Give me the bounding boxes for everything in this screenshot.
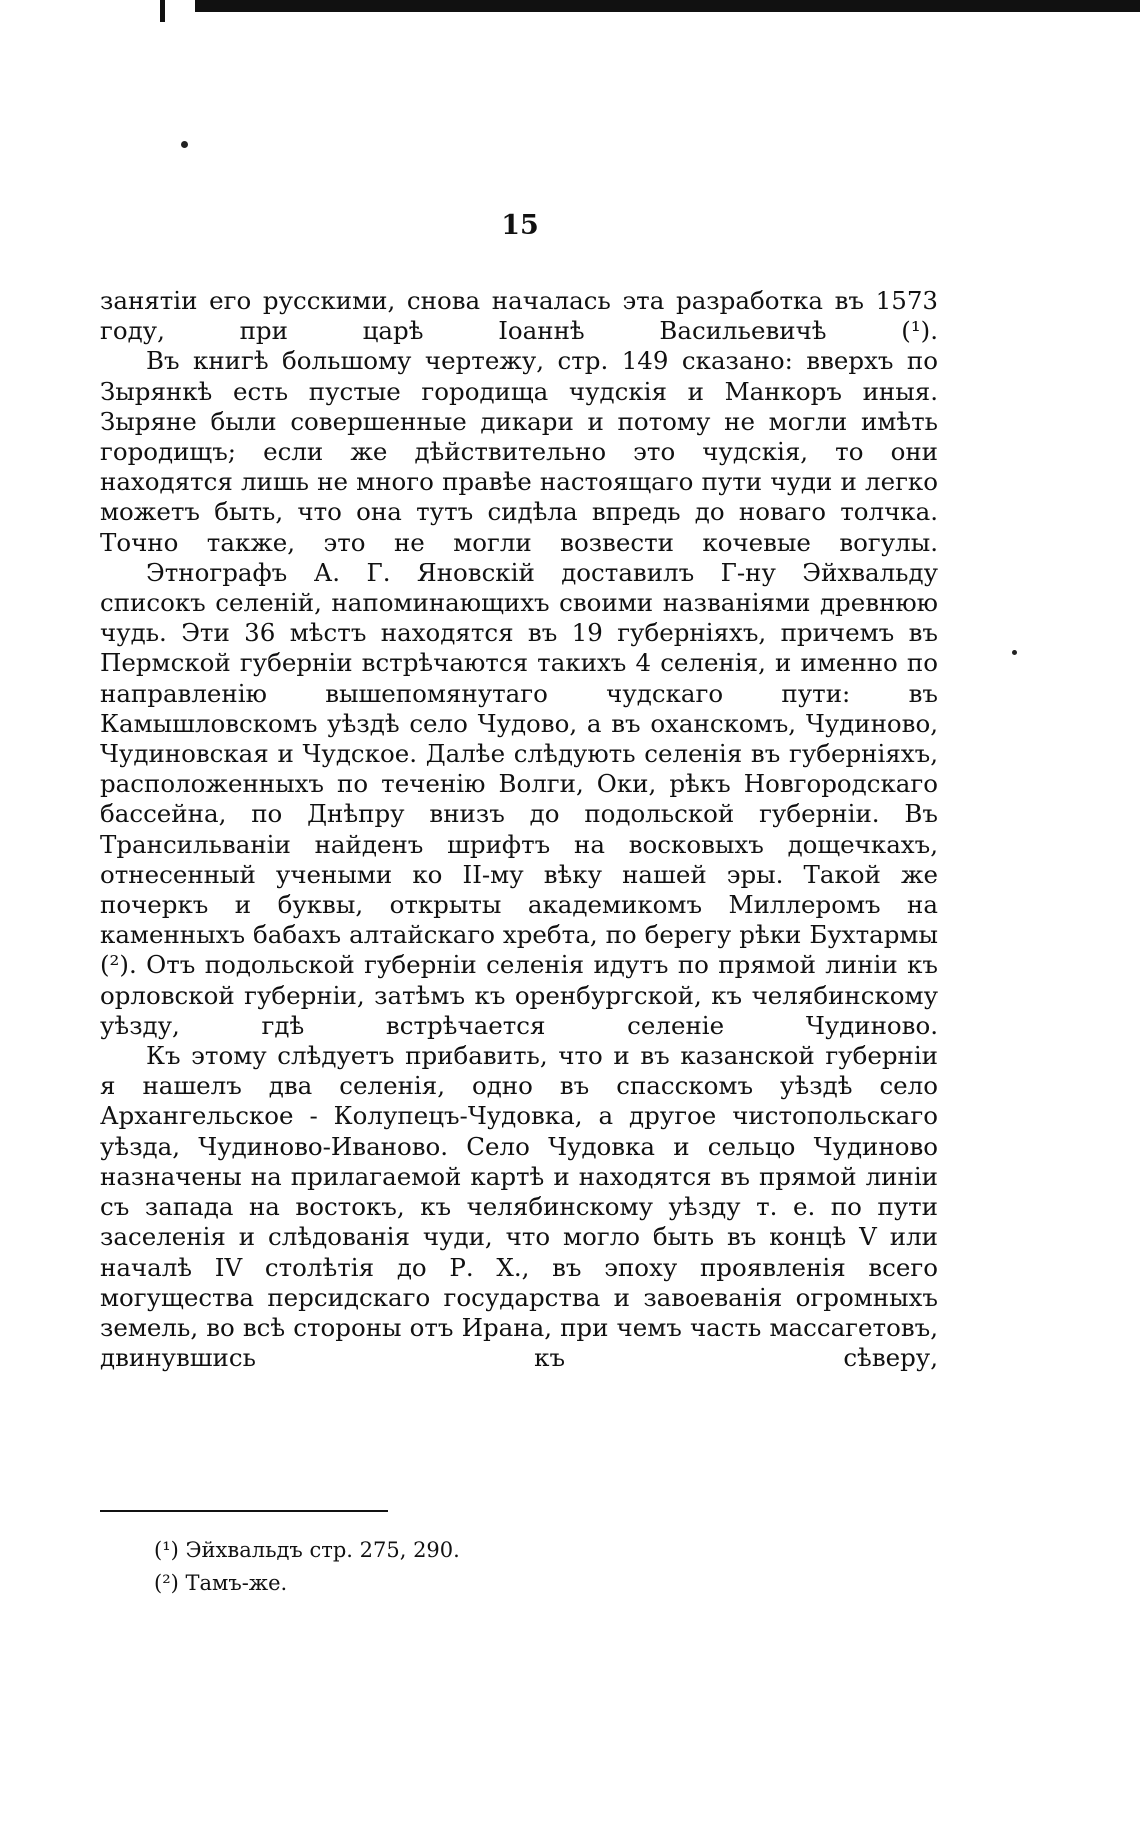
page-body [100,286,938,1373]
footnote: (²) Тамъ-же. [154,1571,288,1595]
scan-speck [1012,650,1017,655]
scan-edge-bar [195,0,1140,12]
footnotes [154,1534,754,1600]
paragraph: Въ книгѣ большому чертежу, стр. 149 сказано: вверхъ по Зырянкѣ есть пустые городища чудскія и Манкоръ иныя. Зыряне были совершенные дикари и потому не могли имѣть городищъ; если же дѣйствительно это чудскія, то они находятся лишь не много правѣе настоящаго пути чуди и легко можетъ быть, что она тутъ сидѣла впредь до новаго толчка. Точно также, это не могли возвести кочевые вогулы. [100,346,938,557]
paragraph: Къ этому слѣдуетъ прибавить, что и въ казанской губерніи я нашелъ два селенія, одно въ спасскомъ уѣздѣ село Архангельское - Колупецъ-Чудовка, а другое чистопольскаго уѣзда, Чудиново-Иваново. Село Чудовка и сельцо Чудиново назначены на прилагаемой картѣ и находятся въ прямой линіи съ запада на востокъ, къ челябинскому уѣзду т. е. по пути заселенія и слѣдованія чуди, что могло быть въ концѣ V или началѣ IV столѣтія до Р. Х., въ эпоху проявленія всего могущества персидскаго государства и завоеванія огромныхъ земель, во всѣ стороны отъ Ирана, при чемъ часть массагетовъ, двинувшись къ сѣверу, [100,1041,938,1373]
scan-speck [181,141,188,148]
scan-edge-mark [160,0,165,22]
paragraph: Этнографъ А. Г. Яновскій доставилъ Г-ну Эйхвальду списокъ селеній, напоминающихъ своими названіями древнюю чудь. Эти 36 мѣстъ находятся въ 19 губерніяхъ, причемъ въ Пермской губерніи встрѣчаются такихъ 4 селенія, и именно по направленію вышепомянутаго чудскаго пути: въ Камышловскомъ уѣздѣ село Чудово, а въ оханскомъ, Чудиново, Чудиновская и Чудское. Далѣе слѣдують селенія въ губерніяхъ, расположенныхъ по теченію Волги, Оки, рѣкъ Новгородскаго бассейна, по Днѣпру внизъ до подольской губерніи. Въ Трансильваніи найденъ шрифтъ на восковыхъ дощечкахъ, отнесенный учеными ко II-му вѣку нашей эры. Такой же почеркъ и буквы, открыты академикомъ Миллеромъ на каменныхъ бабахъ алтайскаго хребта, по берегу рѣки Бухтармы (²). Отъ подольской губерніи селенія идутъ по прямой линіи къ орловской губерніи, затѣмъ къ оренбургской, къ челябинскому уѣзду, гдѣ встрѣчается селеніе Чудиново. [100,557,938,1040]
page-number: 15 [501,210,539,241]
footnote-divider [100,1510,388,1512]
paragraph: занятіи его русскими, снова началась эта разработка въ 1573 году, при царѣ Іоаннѣ Васильевичѣ (¹). [100,286,938,346]
footnote: (¹) Эйхвальдъ стр. 275, 290. [154,1538,460,1562]
